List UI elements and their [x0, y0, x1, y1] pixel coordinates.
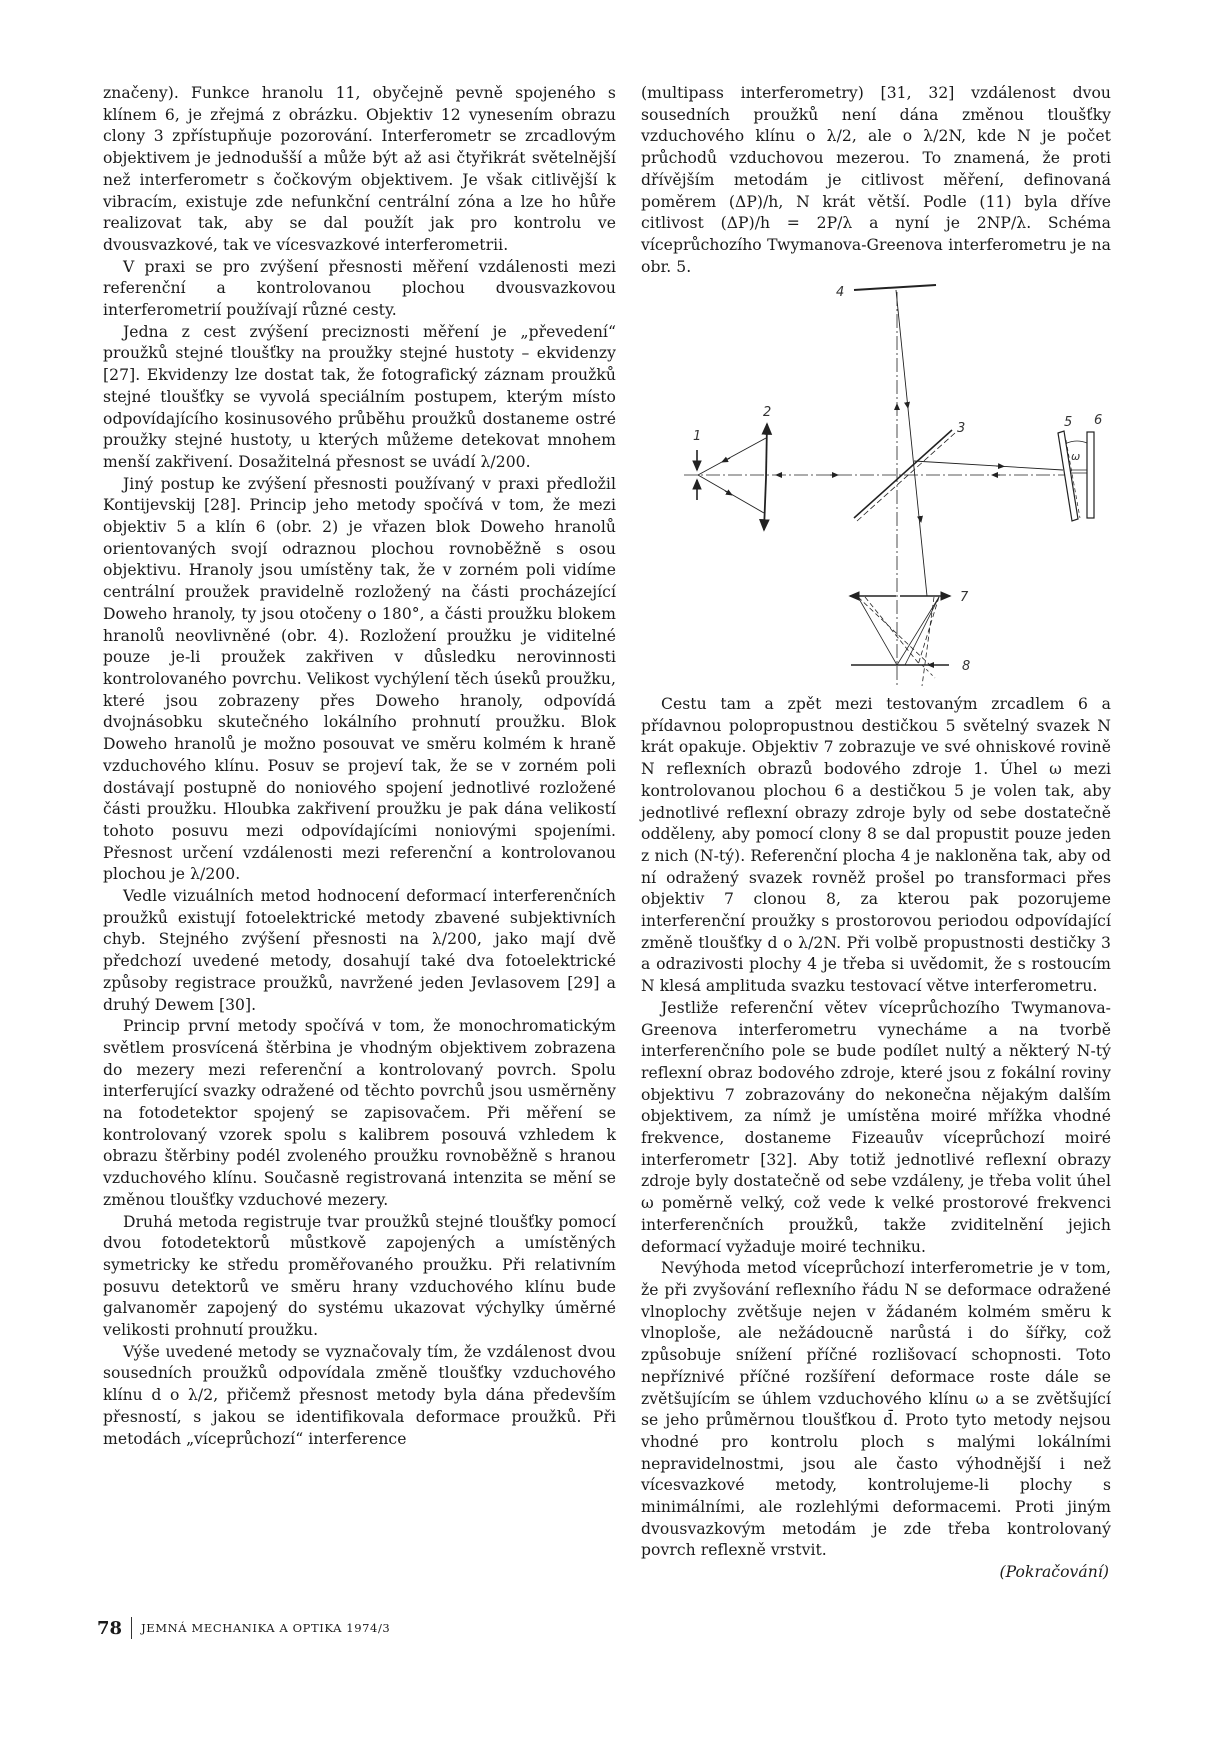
right-column-top: [641, 83, 1111, 278]
paragraph: Vedle vizuálních metod hodnocení deformací interferenčních proužků existují fotoelektrické metody zbavené subjektivních chyb. Stejného zvýšení přesnosti na λ/200, jako mají dvě předchozí uvedené metody, dosahují také dva fotoelektrické způsoby registrace proužků, navržené jeden Jevlasovem [29] a druhý Dewem [30].: [103, 887, 616, 1014]
paragraph: Princip první metody spočívá v tom, že monochromatickým světlem prosvícená štěrbina je vhodným objektivem zobrazena do mezery mezi referenční a kontrolovaný povrch. Spolu interferující svazky odražené od těchto povrchů jsou usměrněny na fotodetektor spojený se zapisovačem. Při měření se kontrolovaný vzorek spolu s kalibrem posouvá vzhledem k obrazu štěrbiny podél zvoleného proužku rovnoběžně s hranou vzduchového klínu. Současně registrovaná intenzita se mění se změnou tloušťky vzduchové mezery.: [103, 1017, 616, 1209]
figure-label-omega: ω: [1071, 450, 1081, 463]
figure-label-2: 2: [763, 405, 772, 420]
page-footer: [97, 1613, 390, 1643]
figure-label-7: 7: [960, 590, 969, 605]
figure-label-3: 3: [957, 421, 966, 436]
figure-label-8: 8: [962, 659, 971, 674]
paragraph: Cestu tam a zpět mezi testovaným zrcadlem 6 a přídavnou polopropustnou destičkou 5 světelný svazek N krát opakuje. Objektiv 7 zobrazuje ve své ohniskové rovině N reflexních obrazů bodového zdroje 1. Úhel ω mezi kontrolovanou plochou 6 a destičkou 5 je volen tak, aby jednotlivé reflexní obrazy zdroje byly od sebe dostatečně odděleny, aby pomocí clony 8 se dal propustit pouze jeden z nich (N-tý). Referenční plocha 4 je nakloněna tak, aby od ní odražený svazek rovněž prošel po transformaci přes objektiv 7 clonou 8, za kterou pak pozorujeme interferenční proužky s prostorovou periodou odpovídající změně tloušťky d o λ/2N. Při volbě propustnosti destičky 3 a odrazivosti plochy 4 je třeba si uvědomit, že s rostoucím N klesá amplituda svazku testovací větve interferometru.: [641, 695, 1111, 996]
plate-6: [1087, 432, 1094, 518]
right-column-bottom: [641, 694, 1111, 1584]
figure-label-6: 6: [1094, 413, 1103, 428]
paragraph: Nevýhoda metod víceprůchozí interferometrie je v tom, že při zvyšování reflexního řádu N se deformace odražené vlnoplochy zvětšuje nejen v žádaném kolmém směru k vlnoploše, ale nežádoucně narůstá i do šířky, což způsobuje snížení příčné rozlišovací schopnosti. Toto nepříznivé příčné rozšíření deformace roste dále se zvětšujícím se úhlem vzduchového klínu ω a se zvětšující se jeho průměrnou tloušťkou d̄. Proto tyto metody nejsou vhodné pro kontrolu ploch s malými lokálními nepravidelnostmi, jsou ale často výhodnější i než vícesvazkové metody, kontrolujeme-li plochy s minimálními, ale rozlehlými deformacemi. Proti jiným dvousvazkovým metodám je zde třeba kontrolovaný povrch reflexně vrstvit.: [641, 1259, 1111, 1560]
figure-label-1: 1: [693, 429, 702, 444]
paragraph: Jiný postup ke zvýšení přesnosti používaný v praxi předložil Kontijevskij [28]. Princip jeho metody spočívá v tom, že mezi objektiv 5 a klín 6 (obr. 2) je vřazen blok Doweho hranolů orientovaných svojí odraznou plochou rovnoběžně s osou objektivu. Hranoly jsou umístěny tak, že v zorném poli vidíme centrální proužek pravidelně rozložený na části procházející Doweho hranoly, ty jsou otočeny o 180°, a části proužku blokem hranolů neovlivněné (obr. 4). Rozložení proužku je viditelné pouze je-li proužek zakřiven v důsledku nerovinnosti kontrolovaného povrchu. Velikost vychýlení těch úseků proužku, které jsou zobrazeny přes Doweho hranoly, odpovídá dvojnásobku skutečného lokálního prohnutí proužku. Blok Doweho hranolů je možno posouvat ve směru kolmém k hraně vzduchového klínu. Posuv se projeví tak, že se v zorném poli dostávají postupně do noniového spojení jednotlivé rozložené části proužku. Hloubka zakřivení proužku je pak dána velikostí tohoto posuvu mezi odpovídajícími noniovými spojeními. Přesnost určení vzdálenosti mezi referenční a kontrolovanou plochou je λ/200.: [103, 474, 616, 884]
page-number: 78: [97, 1617, 123, 1639]
journal-title: JEMNÁ MECHANIKA A OPTIKA 1974/3: [141, 1621, 391, 1635]
plate-5: [1058, 431, 1081, 521]
paragraph: Druhá metoda registruje tvar proužků stejné tloušťky pomocí dvou fotodetektorů můstkově zapojených a umístěných symetricky ke středu proměřovaného proužku. Při relativním posuvu detektorů ve směru hrany vzduchového klínu bude galvanoměr zapojený do systému ukazovat výchylky úměrné velikosti prohnutí proužku.: [103, 1212, 616, 1340]
paragraph: Jestliže referenční větev víceprůchozího Twymanova-Greenova interferometru vynecháme a na tvorbě interferenčního pole se bude podílet nultý a některý N-tý reflexní obraz bodového zdroje, které jsou z fokální roviny objektivu 7 zobrazovány do nekonečna nějakým dalším objektivem, za nímž je umístěna moiré mřížka vhodné frekvence, dostaneme Fizeauův víceprůchozí moiré interferometr [32]. Aby totiž jednotlivé reflexní obrazy zdroje byly dostatečně od sebe vzdáleny, je třeba volit úhel ω poměrně velký, což vede k velké prostorové frekvenci interferenčních proužků, takže zviditelnění jejich deformací vyžaduje moiré techniku.: [641, 998, 1111, 1256]
paragraph: Výše uvedené metody se vyznačovaly tím, že vzdálenost dvou sousedních proužků odpovídala změně tloušťky vzduchového klínu d o λ/2, přičemž přesnost metody byla dána především přesností, s jakou se identifikovala deformace proužků. Při metodách „víceprůchozí“ interference: [103, 1342, 616, 1448]
figure-label-4: 4: [836, 285, 845, 300]
paragraph: V praxi se pro zvýšení přesnosti měření vzdálenosti mezi referenční a kontrolovanou plochou dvousvazkovou interferometrií používají různé cesty.: [103, 257, 616, 320]
continued-note: (Pokračování): [999, 1563, 1109, 1582]
interferometer-diagram: [680, 278, 1110, 690]
paragraph: Jedna z cest zvýšení preciznosti měření je „převedení“ proužků stejné tloušťky na proužky stejné hustoty – ekvidenzy [27]. Ekvidenzy lze dostat tak, že fotografický záznam proužků stejné tloušťky se vyvolá speciálním postupem, kterým místo odpovídajícího kosinusového průběhu proužků dostaneme ostré proužky stejné hustoty, u kterých můžeme detekovat mnohem menší zakřivení. Dosažitelná přesnost se uvádí λ/200.: [103, 322, 616, 471]
figure-label-5: 5: [1064, 415, 1073, 430]
left-column: [103, 83, 616, 1450]
footer-separator: [131, 1617, 132, 1639]
paragraph: značeny). Funkce hranolu 11, obyčejně pevně spojeného s klínem 6, je zřejmá z obrázku. Objektiv 12 vynesením obrazu clony 3 zpřístupňuje pozorování. Interferometr se zrcadlovým objektivem je jednodušší a může být až asi čtyřikrát světelnější než interferometr s čočkovým objektivem. Je však citlivější k vibracím, existuje zde nefunkční centrální zóna a lze ho hůře realizovat tak, aby se dal použít jak pro kontrolu ve dvousvazkové, tak ve vícesvazkové interferometrii.: [103, 84, 616, 254]
paragraph: (multipass interferometry) [31, 32] vzdálenost dvou sousedních proužků není dána změnou tloušťky vzduchového klínu o λ/2, ale o λ/2N, kde N je počet průchodů vzduchovou mezerou. To znamená, že proti dřívějším metodám je citlivost měření, definovaná poměrem (ΔP)/h, N krát větší. Podle (11) byla dříve citlivost (ΔP)/h = 2P/λ a nyní je 2NP/λ. Schéma víceprůchozího Twymanova-Greenova interferometru je na obr. 5.: [641, 84, 1111, 276]
